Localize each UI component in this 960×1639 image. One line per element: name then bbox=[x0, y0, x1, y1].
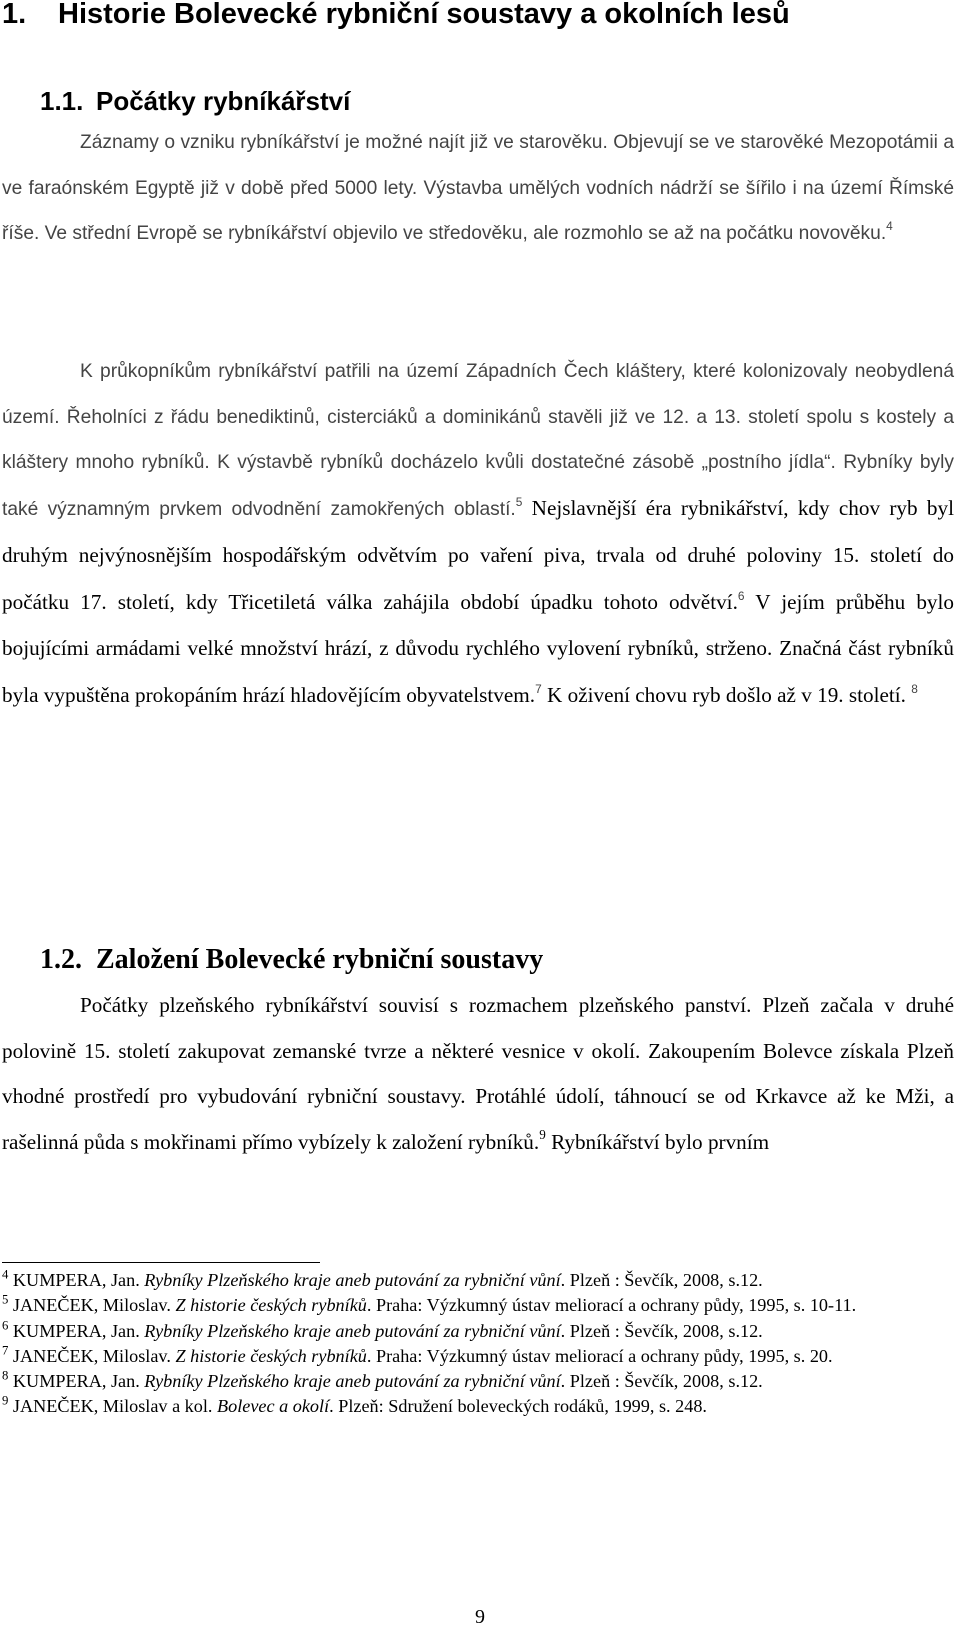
paragraph-monasteries bbox=[2, 349, 954, 720]
paragraph-origins bbox=[2, 120, 954, 257]
footnote-number: 6 bbox=[2, 1317, 9, 1332]
footnote-item bbox=[2, 1319, 947, 1344]
footnote-item bbox=[2, 1394, 947, 1419]
footnote-details: . Plzeň: Sdružení boleveckých rodáků, 1999, s. 248. bbox=[329, 1396, 707, 1417]
section-heading-1-1 bbox=[40, 86, 350, 117]
footnote-title: Z historie českých rybníků bbox=[175, 1345, 367, 1366]
footnote-ref: 4 bbox=[886, 219, 893, 234]
footnote-separator bbox=[2, 1262, 320, 1263]
paragraph-text: Nejslavnější éra rybnikářství, kdy chov ryb byl druhým nejvýnosnějším hospodářským odvětvím po vaření piva, trvala od druhé poloviny 15. století do počátku 17. století, kdy Třicetiletá válka zahájila období úpadku tohoto odvětví. bbox=[2, 496, 954, 614]
footnote-title: Rybníky Plzeňského kraje aneb putování za rybniční vůní bbox=[144, 1320, 561, 1341]
footnote-title: Z historie českých rybníků bbox=[175, 1295, 367, 1316]
section-number: 1.1. bbox=[40, 86, 84, 116]
page-number: 9 bbox=[475, 1606, 485, 1628]
footnote-item bbox=[2, 1344, 947, 1369]
footnote-title: Bolevec a okolí bbox=[217, 1396, 330, 1417]
footnote-ref: 5 bbox=[515, 495, 523, 510]
footnote-details: . Praha: Výzkumný ústav meliorací a ochrany půdy, 1995, s. 10-11. bbox=[366, 1295, 857, 1316]
footnote-details: . Plzeň : Ševčík, 2008, s.12. bbox=[560, 1320, 763, 1341]
footnote-author: JANEČEK, Miloslav a kol. bbox=[12, 1396, 213, 1417]
footnotes bbox=[2, 1268, 947, 1420]
footnote-details: . Plzeň : Ševčík, 2008, s.12. bbox=[560, 1270, 763, 1290]
section-number: 1.2. bbox=[40, 944, 82, 975]
footnote-item bbox=[2, 1369, 947, 1394]
footnote-author: KUMPERA, Jan. bbox=[12, 1270, 140, 1290]
footnote-ref: 6 bbox=[737, 588, 745, 603]
section-heading-1-2 bbox=[40, 944, 543, 976]
footnote-author: KUMPERA, Jan. bbox=[12, 1371, 140, 1392]
footnote-ref: 9 bbox=[539, 1127, 546, 1143]
footnote-title: Rybníky Plzeňského kraje aneb putování za rybniční vůní bbox=[144, 1371, 561, 1392]
section-title: Počátky rybníkářství bbox=[96, 86, 351, 116]
paragraph-text: V jejím průběhu bylo bojujícími armádami velké množství hrází, z důvodu rychlého vylovení rybníků, strženo. Značná část rybníků byla vypuštěna prokopáním hrází hladovějícím obyvatelstvem. bbox=[2, 589, 954, 707]
footnote-details: . Plzeň : Ševčík, 2008, s.12. bbox=[560, 1371, 763, 1392]
footnote-number: 9 bbox=[2, 1393, 9, 1408]
paragraph-text: K oživení chovu ryb došlo až v 19. století. bbox=[541, 682, 912, 707]
chapter-heading bbox=[2, 0, 790, 31]
footnote-title: Rybníky Plzeňského kraje aneb putování za rybniční vůní bbox=[144, 1270, 561, 1290]
chapter-title: Historie Bolevecké rybniční soustavy a okolních lesů bbox=[58, 0, 790, 30]
footnote-ref: 8 bbox=[911, 682, 918, 696]
footnote-number: 5 bbox=[2, 1292, 9, 1307]
paragraph-text: Počátky plzeňského rybníkářství souvisí s rozmachem plzeňského panství. Plzeň začala v druhé polovině 15. století zakupovat zemanské tvrze a některé vesnice v okolí. Zakoupením Bolevce získala Plzeň vhodné prostředí pro vybudování rybniční soustavy. Protáhlé údolí, táhnoucí se od Krkavce až ke Mži, a rašelinná půda s mokřinami přímo vybízely k založení rybníků. bbox=[2, 993, 954, 1155]
footnote-item bbox=[2, 1268, 947, 1293]
footnote-author: KUMPERA, Jan. bbox=[12, 1320, 140, 1341]
paragraph-text: K průkopníkům rybníkářství patřili na území Západních Čech kláštery, které kolonizovaly neobydlená území. Řeholníci z řádu benediktinů, cisterciáků a dominikánů stavěli již ve 12. a 13. století spolu s kostely a kláštery mnoho rybníků. K výstavbě rybníků docházelo kvůli dostatečné zásobě „postního jídla“. Rybníky byly také významným prvkem odvodnění zamokřených oblastí. bbox=[2, 361, 954, 521]
footnote-author: JANEČEK, Miloslav. bbox=[12, 1345, 171, 1366]
footnote-ref: 7 bbox=[535, 682, 542, 696]
section-title: Založení Bolevecké rybniční soustavy bbox=[96, 944, 544, 975]
chapter-number: 1. bbox=[2, 0, 27, 30]
paragraph-founding bbox=[2, 983, 954, 1166]
footnote-number: 7 bbox=[2, 1343, 9, 1358]
paragraph-text: Záznamy o vzniku rybníkářství je možné najít již ve starověku. Objevují se ve starověké Mezopotámii a ve faraónském Egyptě již v době před 5000 lety. Výstavba umělých vodních nádrží se šířilo i na území Římské říše. Ve střední Evropě se rybníkářství objevilo ve středověku, ale rozmohlo se až na počátku novověku. bbox=[2, 132, 954, 245]
paragraph-text: Rybníkářství bylo prvním bbox=[545, 1130, 770, 1155]
footnote-item bbox=[2, 1293, 947, 1318]
footnote-details: . Praha: Výzkumný ústav meliorací a ochrany půdy, 1995, s. 20. bbox=[366, 1345, 833, 1366]
footnote-number: 8 bbox=[2, 1368, 9, 1383]
footnote-number: 4 bbox=[2, 1267, 9, 1282]
footnote-author: JANEČEK, Miloslav. bbox=[12, 1295, 171, 1316]
